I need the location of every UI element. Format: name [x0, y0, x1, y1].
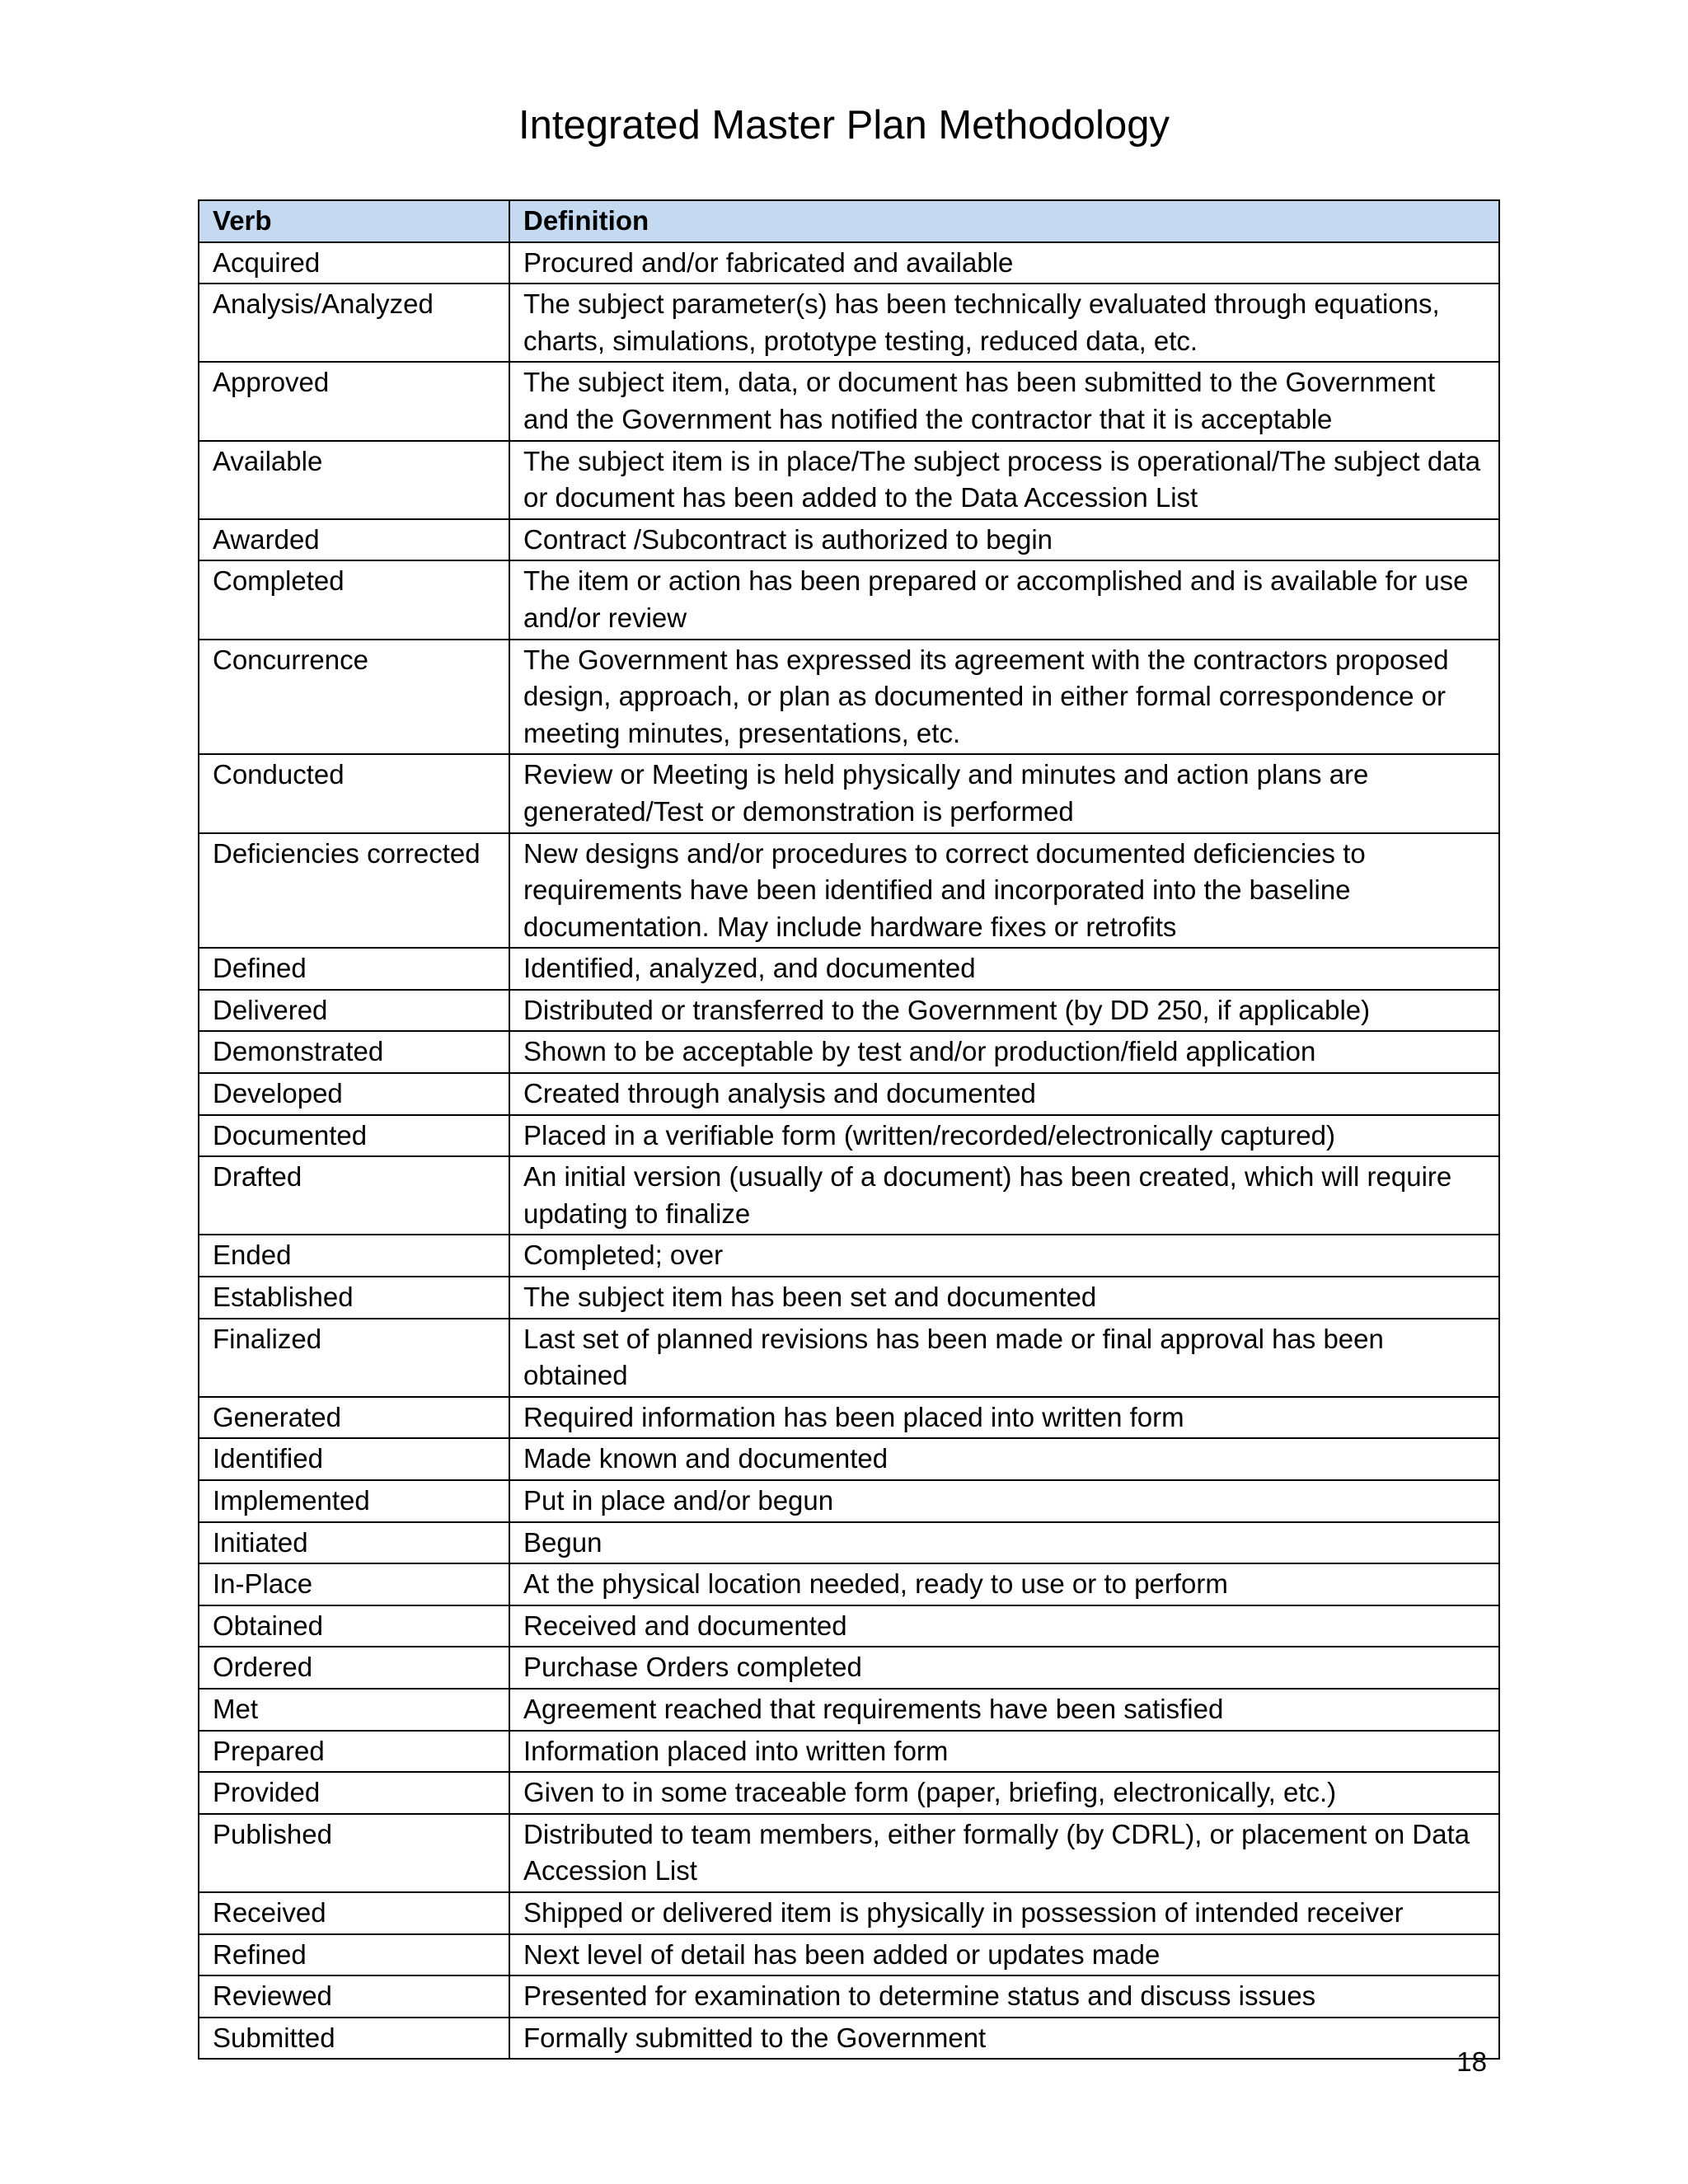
- definition-cell: Received and documented: [509, 1605, 1499, 1647]
- definition-cell: Contract /Subcontract is authorized to begin: [509, 519, 1499, 561]
- table-row: [199, 640, 1499, 755]
- verb-cell: Submitted: [199, 2018, 509, 2060]
- table-row: [199, 1814, 1499, 1892]
- definition-cell: Distributed or transferred to the Government (by DD 250, if applicable): [509, 990, 1499, 1032]
- definition-cell: An initial version (usually of a document) has been created, which will require updating to finalize: [509, 1156, 1499, 1235]
- definition-cell: Begun: [509, 1522, 1499, 1564]
- table-row: [199, 1073, 1499, 1115]
- page-number: 18: [1456, 2046, 1487, 2077]
- verb-definition-table: [198, 199, 1500, 2060]
- verb-cell: Generated: [199, 1397, 509, 1439]
- definition-cell: Required information has been placed into written form: [509, 1397, 1499, 1439]
- verb-cell: Finalized: [199, 1319, 509, 1397]
- definition-cell: Created through analysis and documented: [509, 1073, 1499, 1115]
- header-verb: Verb: [199, 200, 509, 242]
- definition-cell: The subject item is in place/The subject process is operational/The subject data or document has been added to the Data Accession List: [509, 441, 1499, 519]
- verb-cell: Demonstrated: [199, 1031, 509, 1073]
- verb-cell: Completed: [199, 560, 509, 639]
- table-row: [199, 1480, 1499, 1522]
- verb-cell: Developed: [199, 1073, 509, 1115]
- verb-cell: Received: [199, 1892, 509, 1934]
- table-row: [199, 1731, 1499, 1773]
- definition-cell: Agreement reached that requirements have been satisfied: [509, 1689, 1499, 1731]
- verb-cell: Conducted: [199, 754, 509, 832]
- table-row: [199, 754, 1499, 832]
- definition-cell: Presented for examination to determine status and discuss issues: [509, 1975, 1499, 2018]
- table-row: [199, 990, 1499, 1032]
- definition-cell: Last set of planned revisions has been made or final approval has been obtained: [509, 1319, 1499, 1397]
- table-row: [199, 441, 1499, 519]
- verb-cell: Implemented: [199, 1480, 509, 1522]
- definition-cell: The subject item, data, or document has been submitted to the Government and the Government has notified the contractor that it is acceptable: [509, 362, 1499, 440]
- definition-cell: Given to in some traceable form (paper, briefing, electronically, etc.): [509, 1772, 1499, 1814]
- verb-cell: Met: [199, 1689, 509, 1731]
- table-row: [199, 1319, 1499, 1397]
- definition-cell: At the physical location needed, ready to use or to perform: [509, 1563, 1499, 1605]
- verb-cell: Deficiencies corrected: [199, 833, 509, 949]
- table-row: [199, 948, 1499, 990]
- table-row: [199, 1277, 1499, 1319]
- table-row: [199, 1397, 1499, 1439]
- table-row: [199, 284, 1499, 362]
- table-row: [199, 1934, 1499, 1976]
- table-row: [199, 1156, 1499, 1235]
- verb-cell: Established: [199, 1277, 509, 1319]
- verb-cell: Refined: [199, 1934, 509, 1976]
- table-row: [199, 1031, 1499, 1073]
- verb-cell: Obtained: [199, 1605, 509, 1647]
- table-row: [199, 1438, 1499, 1480]
- verb-cell: Ended: [199, 1235, 509, 1277]
- definition-cell: The item or action has been prepared or accomplished and is available for use and/or review: [509, 560, 1499, 639]
- definition-cell: The subject item has been set and documented: [509, 1277, 1499, 1319]
- verb-cell: Prepared: [199, 1731, 509, 1773]
- definition-cell: Review or Meeting is held physically and minutes and action plans are generated/Test or demonstration is performed: [509, 754, 1499, 832]
- table-row: [199, 1689, 1499, 1731]
- table-row: [199, 1975, 1499, 2018]
- verb-cell: Approved: [199, 362, 509, 440]
- verb-cell: Concurrence: [199, 640, 509, 755]
- table-row: [199, 1522, 1499, 1564]
- verb-cell: Defined: [199, 948, 509, 990]
- verb-cell: Provided: [199, 1772, 509, 1814]
- verb-cell: Drafted: [199, 1156, 509, 1235]
- definition-cell: Completed; over: [509, 1235, 1499, 1277]
- table-row: [199, 1647, 1499, 1689]
- definition-cell: Formally submitted to the Government: [509, 2018, 1499, 2060]
- definition-cell: Put in place and/or begun: [509, 1480, 1499, 1522]
- table-row: [199, 1115, 1499, 1157]
- table-row: [199, 2018, 1499, 2060]
- definition-cell: Distributed to team members, either formally (by CDRL), or placement on Data Accession List: [509, 1814, 1499, 1892]
- table-row: [199, 362, 1499, 440]
- table-row: [199, 1892, 1499, 1934]
- verb-cell: Published: [199, 1814, 509, 1892]
- table-body: [199, 242, 1499, 2060]
- definition-cell: New designs and/or procedures to correct documented deficiencies to requirements have been identified and incorporated into the baseline documentation. May include hardware fixes or retrofits: [509, 833, 1499, 949]
- definition-cell: Shown to be acceptable by test and/or production/field application: [509, 1031, 1499, 1073]
- verb-cell: Ordered: [199, 1647, 509, 1689]
- verb-cell: Initiated: [199, 1522, 509, 1564]
- definition-cell: Next level of detail has been added or updates made: [509, 1934, 1499, 1976]
- table-row: [199, 519, 1499, 561]
- table-row: [199, 1235, 1499, 1277]
- page-title: Integrated Master Plan Methodology: [518, 103, 1170, 148]
- definition-cell: Shipped or delivered item is physically in possession of intended receiver: [509, 1892, 1499, 1934]
- verb-cell: Acquired: [199, 242, 509, 284]
- definition-cell: Identified, analyzed, and documented: [509, 948, 1499, 990]
- table-row: [199, 242, 1499, 284]
- definition-cell: Information placed into written form: [509, 1731, 1499, 1773]
- definition-cell: The Government has expressed its agreement with the contractors proposed design, approach, or plan as documented in either formal correspondence or meeting minutes, presentations, etc.: [509, 640, 1499, 755]
- definition-cell: The subject parameter(s) has been technically evaluated through equations, charts, simulations, prototype testing, reduced data, etc.: [509, 284, 1499, 362]
- verb-cell: Analysis/Analyzed: [199, 284, 509, 362]
- table-row: [199, 1563, 1499, 1605]
- verb-cell: Delivered: [199, 990, 509, 1032]
- verb-cell: Awarded: [199, 519, 509, 561]
- definition-cell: Procured and/or fabricated and available: [509, 242, 1499, 284]
- definition-cell: Purchase Orders completed: [509, 1647, 1499, 1689]
- definition-cell: Made known and documented: [509, 1438, 1499, 1480]
- table-header-row: [199, 200, 1499, 242]
- verb-cell: Reviewed: [199, 1975, 509, 2018]
- verb-cell: Documented: [199, 1115, 509, 1157]
- header-definition: Definition: [509, 200, 1499, 242]
- table-row: [199, 833, 1499, 949]
- table-row: [199, 1772, 1499, 1814]
- table-row: [199, 1605, 1499, 1647]
- verb-cell: In-Place: [199, 1563, 509, 1605]
- table-row: [199, 560, 1499, 639]
- verb-cell: Available: [199, 441, 509, 519]
- verb-cell: Identified: [199, 1438, 509, 1480]
- definition-cell: Placed in a verifiable form (written/recorded/electronically captured): [509, 1115, 1499, 1157]
